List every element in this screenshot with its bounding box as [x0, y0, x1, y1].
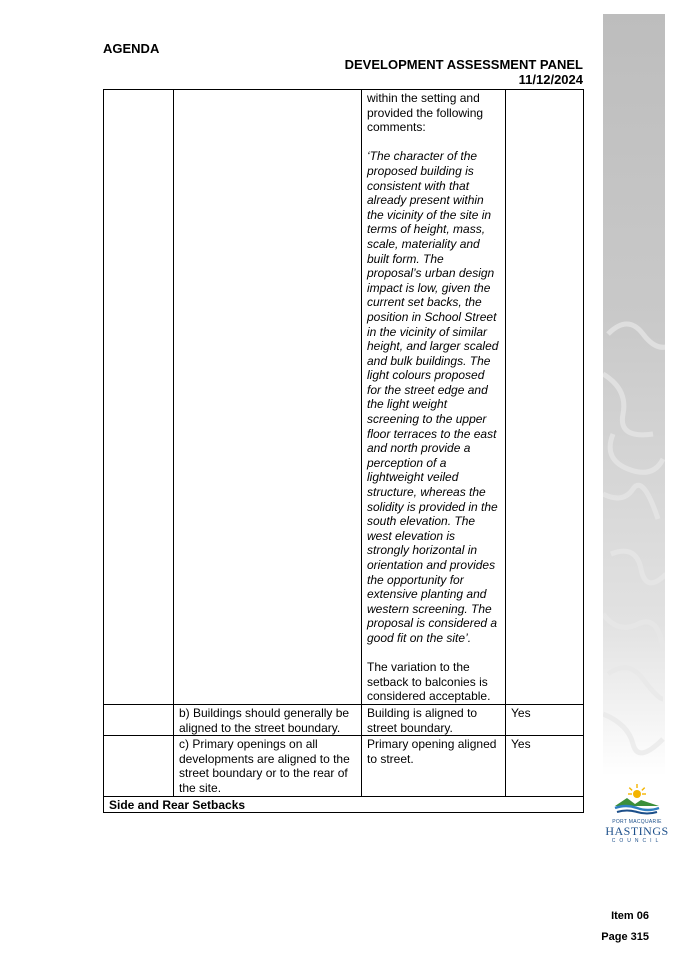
- table-cell: [104, 704, 174, 735]
- table-cell: [104, 736, 174, 796]
- assessment-table: [103, 89, 584, 813]
- swirl-pattern: [603, 14, 665, 776]
- comment-conclusion: The variation to the setback to balconies is considered acceptable.: [367, 660, 491, 704]
- table-cell: [506, 90, 584, 705]
- logo-line1: PORT MACQUARIE: [612, 819, 662, 825]
- compliance-cell: Yes: [506, 736, 584, 796]
- comment-intro: within the setting and provided the following comments:: [367, 91, 484, 135]
- page-number: Page 315: [601, 931, 649, 943]
- table-cell: [104, 90, 174, 705]
- logo-line3: COUNCIL: [611, 838, 663, 844]
- table-row: [104, 90, 584, 705]
- agenda-heading: AGENDA: [103, 41, 160, 56]
- table-cell: [174, 90, 362, 705]
- logo-emblem-icon: [601, 784, 673, 818]
- urban-design-quote: ‘The character of the proposed building is consistent with that already present within the vicinity of the site in terms of height, mass, scale, materiality and built form. The proposal’s urban design impact is low, given the current set backs, the position in School Street in the vicinity of similar height, and larger scaled and bulk buildings. The light colours proposed for the street edge and the light weight screening to the upper floor terraces to the east and north provide a perception of a lightweight veiled structure, whereas the solidity is provided in the south elevation. The west elevation is strongly horizontal in orientation and provides the opportunity for extensive planting and western screening. The proposal is considered a good fit on the site’.: [367, 149, 499, 645]
- comment-cell: Primary opening aligned to street.: [362, 736, 506, 796]
- panel-title: DEVELOPMENT ASSESSMENT PANEL: [344, 57, 583, 72]
- requirement-cell: c) Primary openings on all developments are aligned to the street boundary or to the rear of the site.: [174, 736, 362, 796]
- panel-heading: [345, 57, 583, 87]
- table-row: [104, 704, 584, 735]
- council-logo: [601, 784, 673, 844]
- item-number: Item 06: [611, 910, 649, 922]
- section-heading: Side and Rear Setbacks: [104, 796, 584, 813]
- compliance-cell: Yes: [506, 704, 584, 735]
- meeting-date: 11/12/2024: [518, 72, 583, 87]
- comment-cell: Building is aligned to street boundary.: [362, 704, 506, 735]
- requirement-cell: b) Buildings should generally be aligned to the street boundary.: [174, 704, 362, 735]
- table-row: [104, 736, 584, 796]
- logo-line2: HASTINGS: [605, 824, 669, 838]
- comment-cell: [362, 90, 506, 705]
- decorative-sidebar: [603, 14, 665, 776]
- section-row: [104, 796, 584, 813]
